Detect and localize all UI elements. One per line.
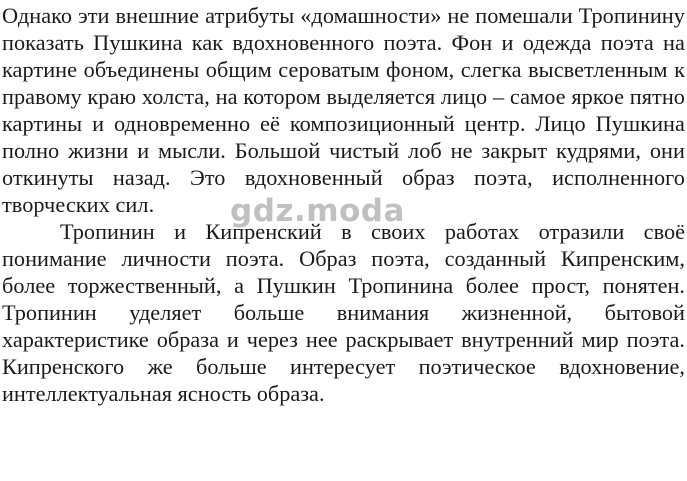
document-text — [2, 2, 685, 407]
paragraph-2: Тропинин и Кипренский в своих работах отразили своё понимание личности поэта. Образ поэта, созданный Кипренским, более торжественный, а Пушкин Тропинина более прост, понятен. Тропинин уделяет больше внимания жизненной, бытовой характеристике образа и через нее раскрывает внутренний мир поэта. Кипренского же больше интересует поэтическое вдохновение, интеллектуальная ясность образа. — [2, 219, 685, 406]
paragraph-1: Однако эти внешние атрибуты «домашности» не помешали Тропинину показать Пушкина как вдохновенного поэта. Фон и одежда поэта на картине объединены общим сероватым фоном, слегка высветленным к правому краю холста, на котором выделяется лицо – самое яркое пятно картины и одновременно её композиционный центр. Лицо Пушкина полно жизни и мысли. Большой чистый лоб не закрыт кудрями, они откинуты назад. Это вдохновенный образ поэта, исполненного творческих сил. — [2, 3, 685, 217]
watermark: gdz.moda — [230, 193, 405, 229]
